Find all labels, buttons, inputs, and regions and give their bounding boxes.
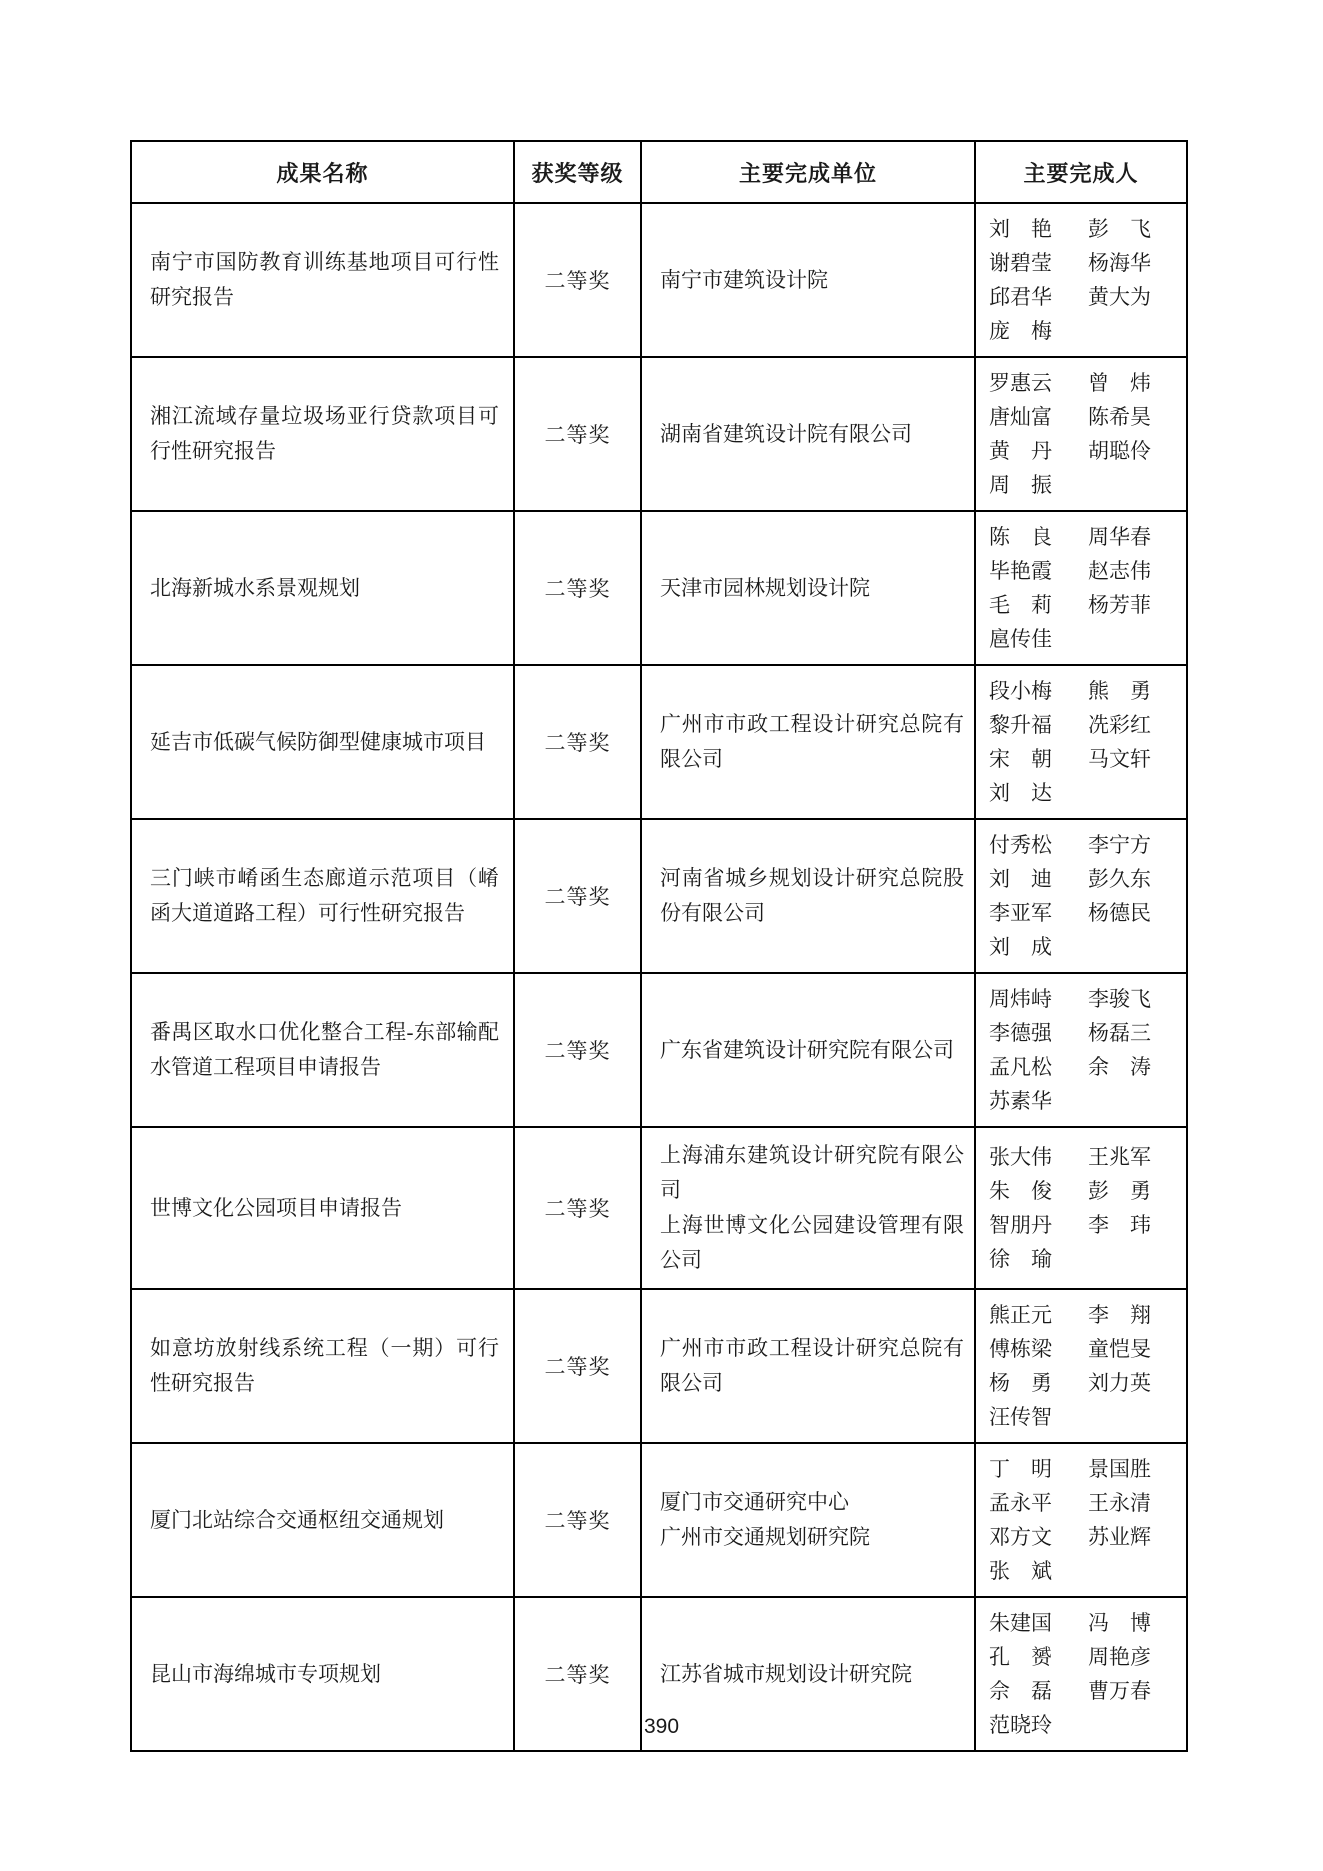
people-line (989, 1332, 1180, 1366)
completers-cell (975, 665, 1187, 819)
person-name: 熊正元 (989, 1303, 1052, 1327)
person-name: 周炜峙 (989, 987, 1052, 1011)
award-level-cell: 二等奖 (514, 973, 641, 1127)
person-name: 杨德民 (1088, 901, 1151, 925)
person-name: 扈传佳 (989, 627, 1052, 651)
person-name: 周 振 (989, 473, 1052, 497)
person-name: 邱君华 (989, 285, 1052, 309)
completers-cell (975, 1127, 1187, 1289)
achievement-name-cell: 南宁市国防教育训练基地项目可行性研究报告 (131, 203, 514, 357)
completing-unit-cell (641, 973, 975, 1127)
person-name: 徐 瑜 (989, 1247, 1052, 1271)
person-name: 毛 莉 (989, 593, 1052, 617)
achievement-name-cell: 厦门北站综合交通枢纽交通规划 (131, 1443, 514, 1597)
people-line (989, 742, 1180, 776)
person-name: 邓方文 (989, 1525, 1052, 1549)
page-number: 390 (643, 1715, 680, 1738)
person-name: 童恺旻 (1088, 1337, 1151, 1361)
award-level-cell: 二等奖 (514, 1289, 641, 1443)
person-name: 范晓玲 (989, 1713, 1052, 1737)
unit-line: 天津市园林规划设计院 (660, 575, 870, 600)
unit-line: 广州市市政工程设计研究总院有限公司 (660, 712, 964, 771)
people-line (989, 1606, 1180, 1640)
person-name: 杨海华 (1088, 251, 1151, 275)
award-level-cell: 二等奖 (514, 511, 641, 665)
person-name: 苏业辉 (1088, 1525, 1151, 1549)
header-completers: 主要完成人 (975, 141, 1187, 203)
person-name: 李骏飞 (1088, 987, 1151, 1011)
achievement-name-cell: 北海新城水系景观规划 (131, 511, 514, 665)
person-name: 刘 迪 (989, 867, 1052, 891)
completers-cell (975, 973, 1187, 1127)
award-level-cell: 二等奖 (514, 819, 641, 973)
person-name: 庞 梅 (989, 319, 1052, 343)
person-name: 赵志伟 (1088, 559, 1151, 583)
people-line (989, 588, 1180, 622)
person-name: 杨磊三 (1088, 1021, 1151, 1045)
achievement-name-cell: 世博文化公园项目申请报告 (131, 1127, 514, 1289)
achievement-name-cell: 湘江流域存量垃圾场亚行贷款项目可行性研究报告 (131, 357, 514, 511)
table-row (131, 357, 1187, 511)
unit-line: 河南省城乡规划设计研究总院股份有限公司 (660, 866, 964, 925)
person-name: 朱建国 (989, 1611, 1052, 1635)
person-name: 曾 炜 (1088, 371, 1151, 395)
achievement-name-cell: 三门峡市崤函生态廊道示范项目（崤函大道道路工程）可行性研究报告 (131, 819, 514, 973)
completers-cell (975, 511, 1187, 665)
person-name: 彭久东 (1088, 867, 1151, 891)
people-line (989, 314, 1180, 348)
person-name: 彭 飞 (1088, 217, 1151, 241)
person-name: 刘 成 (989, 935, 1052, 959)
achievement-name-cell: 延吉市低碳气候防御型健康城市项目 (131, 665, 514, 819)
people-line (989, 1174, 1180, 1208)
person-name: 付秀松 (989, 833, 1052, 857)
people-line (989, 896, 1180, 930)
completing-unit-cell (641, 357, 975, 511)
person-name: 罗惠云 (989, 371, 1052, 395)
person-name: 智朋丹 (989, 1213, 1052, 1237)
people-line (989, 468, 1180, 502)
people-line (989, 862, 1180, 896)
table-row (131, 665, 1187, 819)
completers-cell (975, 819, 1187, 973)
people-line (989, 1242, 1180, 1276)
people-line (989, 1486, 1180, 1520)
person-name: 黎升福 (989, 713, 1052, 737)
header-achievement-name: 成果名称 (131, 141, 514, 203)
person-name: 熊 勇 (1088, 679, 1151, 703)
completing-unit-cell (641, 1443, 975, 1597)
people-line (989, 930, 1180, 964)
people-line (989, 1208, 1180, 1242)
people-line (989, 246, 1180, 280)
people-line (989, 1084, 1180, 1118)
table-row (131, 1443, 1187, 1597)
person-name: 刘力英 (1088, 1371, 1151, 1395)
people-line (989, 1140, 1180, 1174)
person-name: 彭 勇 (1088, 1179, 1151, 1203)
person-name: 周艳彦 (1088, 1645, 1151, 1669)
person-name: 冼彩红 (1088, 713, 1151, 737)
unit-line: 广州市市政工程设计研究总院有限公司 (660, 1336, 964, 1395)
completers-cell (975, 1289, 1187, 1443)
person-name: 张 斌 (989, 1559, 1052, 1583)
people-line (989, 520, 1180, 554)
person-name: 毕艳霞 (989, 559, 1052, 583)
unit-line: 南宁市建筑设计院 (660, 267, 828, 292)
table-header-row (131, 141, 1187, 203)
unit-line: 广东省建筑设计研究院有限公司 (660, 1037, 954, 1062)
table-row (131, 1127, 1187, 1289)
unit-line: 上海世博文化公园建设管理有限公司 (660, 1213, 964, 1272)
person-name: 傅栋梁 (989, 1337, 1052, 1361)
person-name: 朱 俊 (989, 1179, 1052, 1203)
person-name: 孔 赟 (989, 1645, 1052, 1669)
completing-unit-cell (641, 511, 975, 665)
table-row (131, 819, 1187, 973)
person-name: 杨 勇 (989, 1371, 1052, 1395)
people-line (989, 1016, 1180, 1050)
person-name: 王兆军 (1088, 1145, 1151, 1169)
person-name: 李宁方 (1088, 833, 1151, 857)
person-name: 李 玮 (1088, 1213, 1151, 1237)
award-level-cell: 二等奖 (514, 1443, 641, 1597)
person-name: 王永清 (1088, 1491, 1151, 1515)
people-line (989, 1452, 1180, 1486)
unit-line: 湖南省建筑设计院有限公司 (660, 421, 912, 446)
person-name: 刘 艳 (989, 217, 1052, 241)
people-line (989, 1520, 1180, 1554)
people-line (989, 828, 1180, 862)
people-line (989, 674, 1180, 708)
people-line (989, 776, 1180, 810)
award-level-cell: 二等奖 (514, 203, 641, 357)
completing-unit-cell (641, 203, 975, 357)
person-name: 宋 朝 (989, 747, 1052, 771)
person-name: 丁 明 (989, 1457, 1052, 1481)
people-line (989, 280, 1180, 314)
awards-table (130, 140, 1188, 1752)
person-name: 陈 良 (989, 525, 1052, 549)
award-level-cell: 二等奖 (514, 357, 641, 511)
achievement-name-cell: 昆山市海绵城市专项规划 (131, 1597, 514, 1751)
person-name: 景国胜 (1088, 1457, 1151, 1481)
person-name: 黄 丹 (989, 439, 1052, 463)
people-line (989, 212, 1180, 246)
header-award-level: 获奖等级 (514, 141, 641, 203)
person-name: 刘 达 (989, 781, 1052, 805)
people-line (989, 982, 1180, 1016)
completing-unit-cell (641, 1127, 975, 1289)
people-line (989, 1298, 1180, 1332)
person-name: 唐灿富 (989, 405, 1052, 429)
table-row (131, 973, 1187, 1127)
award-level-cell: 二等奖 (514, 1597, 641, 1751)
completing-unit-cell (641, 665, 975, 819)
award-level-cell: 二等奖 (514, 665, 641, 819)
completers-cell (975, 357, 1187, 511)
people-line (989, 1400, 1180, 1434)
people-line (989, 1050, 1180, 1084)
table-row (131, 1289, 1187, 1443)
person-name: 李 翔 (1088, 1303, 1151, 1327)
people-line (989, 434, 1180, 468)
table-row (131, 511, 1187, 665)
person-name: 马文轩 (1088, 747, 1151, 771)
people-line (989, 554, 1180, 588)
people-line (989, 708, 1180, 742)
completers-cell (975, 1443, 1187, 1597)
unit-line: 厦门市交通研究中心 (660, 1490, 849, 1514)
person-name: 陈希昊 (1088, 405, 1151, 429)
award-level-cell: 二等奖 (514, 1127, 641, 1289)
achievement-name-cell: 如意坊放射线系统工程（一期）可行性研究报告 (131, 1289, 514, 1443)
table-row (131, 203, 1187, 357)
unit-line: 广州市交通规划研究院 (660, 1525, 870, 1549)
people-line (989, 366, 1180, 400)
person-name: 杨芳菲 (1088, 593, 1151, 617)
people-line (989, 1554, 1180, 1588)
achievement-name-cell: 番禺区取水口优化整合工程-东部输配水管道工程项目申请报告 (131, 973, 514, 1127)
people-line (989, 1366, 1180, 1400)
person-name: 胡聪伶 (1088, 439, 1151, 463)
person-name: 张大伟 (989, 1145, 1052, 1169)
person-name: 孟凡松 (989, 1055, 1052, 1079)
completing-unit-cell (641, 1289, 975, 1443)
people-line (989, 400, 1180, 434)
people-line (989, 622, 1180, 656)
person-name: 曹万春 (1088, 1679, 1151, 1703)
completers-cell (975, 203, 1187, 357)
completing-unit-cell (641, 819, 975, 973)
header-completing-unit: 主要完成单位 (641, 141, 975, 203)
person-name: 余 涛 (1088, 1055, 1151, 1079)
person-name: 佘 磊 (989, 1679, 1052, 1703)
person-name: 苏素华 (989, 1089, 1052, 1113)
people-line (989, 1674, 1180, 1708)
person-name: 冯 博 (1088, 1611, 1151, 1635)
people-line (989, 1640, 1180, 1674)
person-name: 谢碧莹 (989, 251, 1052, 275)
person-name: 孟永平 (989, 1491, 1052, 1515)
unit-line: 江苏省城市规划设计研究院 (660, 1661, 912, 1686)
person-name: 周华春 (1088, 525, 1151, 549)
person-name: 李德强 (989, 1021, 1052, 1045)
person-name: 段小梅 (989, 679, 1052, 703)
person-name: 黄大为 (1088, 285, 1151, 309)
person-name: 汪传智 (989, 1405, 1052, 1429)
person-name: 李亚军 (989, 901, 1052, 925)
unit-line: 上海浦东建筑设计研究院有限公司 (660, 1143, 964, 1202)
